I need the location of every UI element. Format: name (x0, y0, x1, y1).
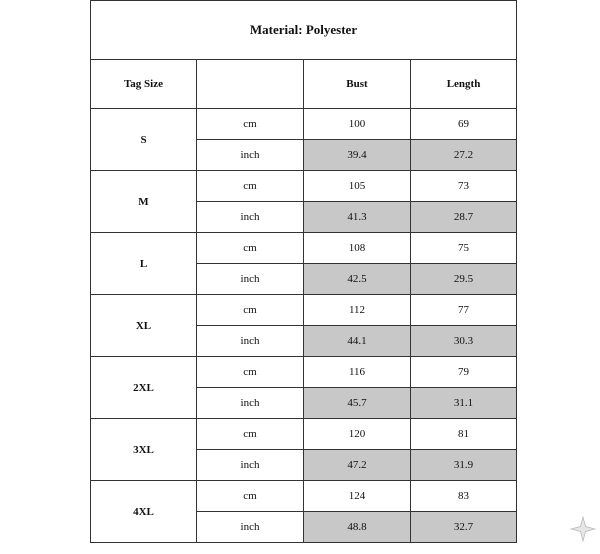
bust-value: 116 (304, 357, 411, 388)
unit-label: cm (197, 233, 304, 264)
length-value: 31.9 (411, 450, 517, 481)
length-value: 73 (411, 171, 517, 202)
size-label: 3XL (91, 419, 197, 481)
bust-value: 112 (304, 295, 411, 326)
size-chart-table (90, 0, 517, 543)
size-label: L (91, 233, 197, 295)
bust-value: 105 (304, 171, 411, 202)
unit-label: cm (197, 357, 304, 388)
size-chart (90, 0, 516, 543)
sparkle-icon (570, 516, 596, 542)
bust-value: 108 (304, 233, 411, 264)
table-row (91, 481, 517, 512)
length-value: 81 (411, 419, 517, 450)
bust-value: 100 (304, 109, 411, 140)
unit-label: cm (197, 109, 304, 140)
unit-label: cm (197, 481, 304, 512)
table-row (91, 171, 517, 202)
header-length: Length (411, 60, 517, 109)
bust-value: 41.3 (304, 202, 411, 233)
length-value: 30.3 (411, 326, 517, 357)
table-row (91, 295, 517, 326)
bust-value: 124 (304, 481, 411, 512)
unit-label: cm (197, 419, 304, 450)
length-value: 32.7 (411, 512, 517, 543)
table-row (91, 419, 517, 450)
bust-value: 45.7 (304, 388, 411, 419)
length-value: 27.2 (411, 140, 517, 171)
length-value: 29.5 (411, 264, 517, 295)
size-label: 4XL (91, 481, 197, 543)
unit-label: inch (197, 512, 304, 543)
bust-value: 44.1 (304, 326, 411, 357)
table-row (91, 109, 517, 140)
length-value: 28.7 (411, 202, 517, 233)
header-tag-size: Tag Size (91, 60, 197, 109)
bust-value: 48.8 (304, 512, 411, 543)
unit-label: cm (197, 295, 304, 326)
bust-value: 120 (304, 419, 411, 450)
unit-label: cm (197, 171, 304, 202)
unit-label: inch (197, 450, 304, 481)
header-unit (197, 60, 304, 109)
unit-label: inch (197, 202, 304, 233)
header-row (91, 60, 517, 109)
size-label: M (91, 171, 197, 233)
bust-value: 47.2 (304, 450, 411, 481)
length-value: 77 (411, 295, 517, 326)
size-label: XL (91, 295, 197, 357)
size-label: 2XL (91, 357, 197, 419)
length-value: 83 (411, 481, 517, 512)
bust-value: 39.4 (304, 140, 411, 171)
size-label: S (91, 109, 197, 171)
unit-label: inch (197, 140, 304, 171)
table-row (91, 357, 517, 388)
table-row (91, 233, 517, 264)
bust-value: 42.5 (304, 264, 411, 295)
length-value: 79 (411, 357, 517, 388)
unit-label: inch (197, 388, 304, 419)
length-value: 31.1 (411, 388, 517, 419)
length-value: 69 (411, 109, 517, 140)
chart-title: Material: Polyester (91, 1, 517, 60)
unit-label: inch (197, 264, 304, 295)
header-bust: Bust (304, 60, 411, 109)
length-value: 75 (411, 233, 517, 264)
unit-label: inch (197, 326, 304, 357)
